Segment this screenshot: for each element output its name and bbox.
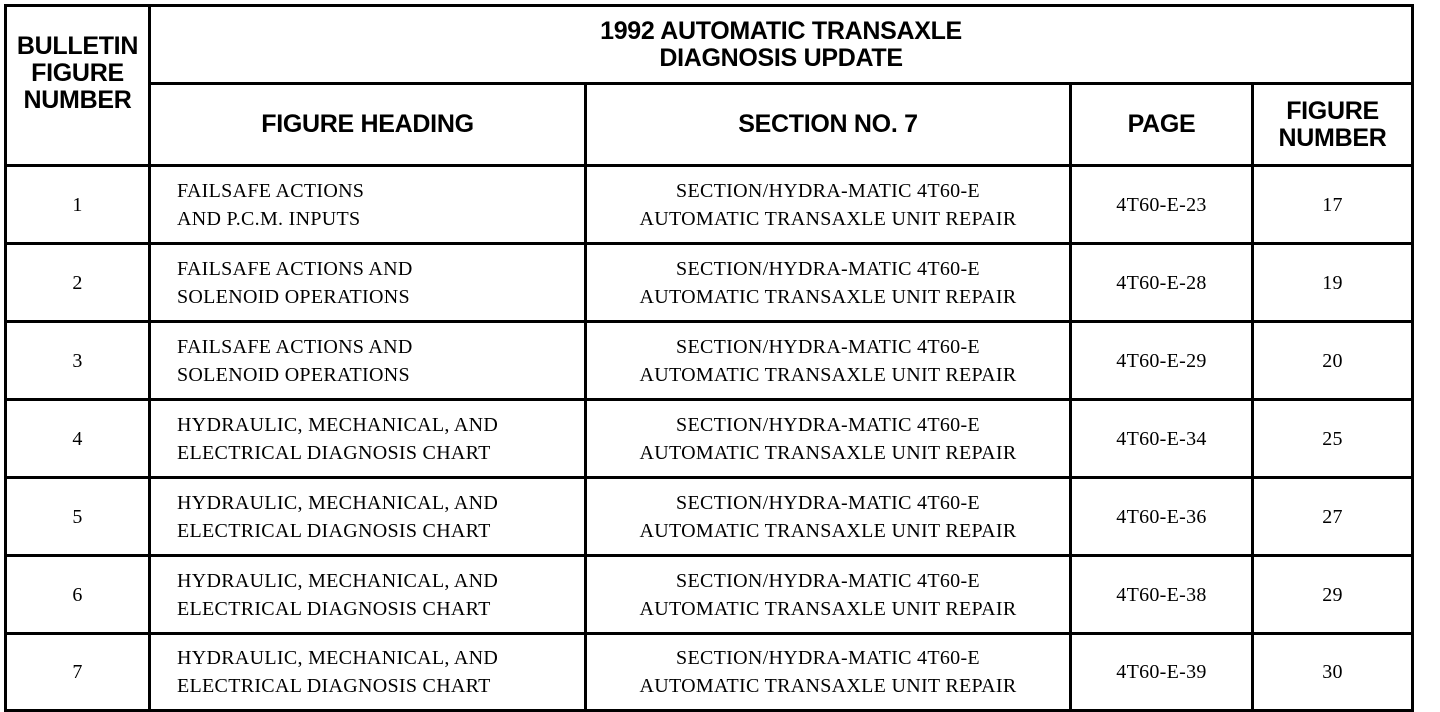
bulletin-header-line: BULLETIN	[16, 32, 139, 60]
page-cell: 4T60-E-34	[1071, 400, 1253, 478]
bulletin-table	[4, 4, 1414, 712]
figure-heading-line: ELECTRICAL DIAGNOSIS CHART	[177, 519, 491, 542]
page-cell: 4T60-E-29	[1071, 322, 1253, 400]
section-cell	[586, 322, 1071, 400]
figure-number-header	[1253, 84, 1413, 166]
page-cell: 4T60-E-36	[1071, 478, 1253, 556]
table-row	[6, 556, 1413, 634]
figure-heading-line: ELECTRICAL DIAGNOSIS CHART	[177, 675, 491, 697]
figure-heading-header: FIGURE HEADING	[150, 84, 586, 166]
section-line: SECTION/HYDRA-MATIC 4T60-E	[676, 491, 980, 514]
table-title	[150, 6, 1413, 84]
section-line: AUTOMATIC TRANSAXLE UNIT REPAIR	[639, 519, 1017, 542]
section-cell	[586, 634, 1071, 711]
table-row	[6, 166, 1413, 244]
table-title-line: DIAGNOSIS UPDATE	[659, 43, 903, 72]
figure-heading-line: ELECTRICAL DIAGNOSIS CHART	[177, 597, 491, 620]
figure-number-cell: 17	[1253, 166, 1413, 244]
section-cell	[586, 556, 1071, 634]
figure-heading-cell	[150, 244, 586, 322]
section-line: SECTION/HYDRA-MATIC 4T60-E	[676, 179, 980, 202]
figure-heading-line: HYDRAULIC, MECHANICAL, AND	[177, 491, 499, 514]
page-header: PAGE	[1071, 84, 1253, 166]
section-line: SECTION/HYDRA-MATIC 4T60-E	[676, 569, 980, 592]
figure-number-cell: 20	[1253, 322, 1413, 400]
bulletin-number-cell: 6	[6, 556, 150, 634]
page-cell: 4T60-E-23	[1071, 166, 1253, 244]
table-title-line: 1992 AUTOMATIC TRANSAXLE	[600, 16, 962, 45]
bulletin-figure-number-header	[6, 6, 150, 166]
section-line: AUTOMATIC TRANSAXLE UNIT REPAIR	[639, 285, 1017, 308]
figure-number-cell: 29	[1253, 556, 1413, 634]
figure-number-cell: 27	[1253, 478, 1413, 556]
figure-heading-line: HYDRAULIC, MECHANICAL, AND	[177, 569, 499, 592]
column-header-row	[6, 84, 1413, 166]
section-cell	[586, 478, 1071, 556]
section-header: SECTION NO. 7	[586, 84, 1071, 166]
section-cell	[586, 244, 1071, 322]
figure-heading-line: AND P.C.M. INPUTS	[177, 207, 361, 230]
section-line: AUTOMATIC TRANSAXLE UNIT REPAIR	[639, 207, 1017, 230]
figure-heading-line: FAILSAFE ACTIONS AND	[177, 335, 413, 358]
figure-heading-line: HYDRAULIC, MECHANICAL, AND	[177, 413, 499, 436]
figure-number-header-line: NUMBER	[1278, 123, 1387, 152]
figure-number-cell: 30	[1253, 634, 1413, 711]
figure-heading-cell	[150, 556, 586, 634]
section-line: SECTION/HYDRA-MATIC 4T60-E	[676, 335, 980, 358]
figure-heading-cell	[150, 166, 586, 244]
section-line: AUTOMATIC TRANSAXLE UNIT REPAIR	[639, 441, 1017, 464]
bulletin-number-cell: 4	[6, 400, 150, 478]
figure-number-cell: 19	[1253, 244, 1413, 322]
page-cell: 4T60-E-39	[1071, 634, 1253, 711]
bulletin-number-cell: 1	[6, 166, 150, 244]
figure-heading-cell	[150, 478, 586, 556]
page-cell: 4T60-E-28	[1071, 244, 1253, 322]
section-line: AUTOMATIC TRANSAXLE UNIT REPAIR	[639, 675, 1017, 697]
bulletin-number-cell: 2	[6, 244, 150, 322]
bulletin-number-cell: 5	[6, 478, 150, 556]
table-row	[6, 634, 1413, 711]
table-row	[6, 322, 1413, 400]
bulletin-number-cell: 7	[6, 634, 150, 711]
figure-heading-cell	[150, 322, 586, 400]
figure-heading-line: FAILSAFE ACTIONS	[177, 179, 365, 202]
figure-number-header-line: FIGURE	[1286, 96, 1379, 125]
section-cell	[586, 166, 1071, 244]
section-cell	[586, 400, 1071, 478]
figure-heading-cell	[150, 400, 586, 478]
section-line: SECTION/HYDRA-MATIC 4T60-E	[676, 647, 980, 669]
table-row	[6, 244, 1413, 322]
figure-heading-line: SOLENOID OPERATIONS	[177, 363, 410, 386]
table-row	[6, 478, 1413, 556]
section-line: AUTOMATIC TRANSAXLE UNIT REPAIR	[639, 363, 1017, 386]
figure-heading-cell	[150, 634, 586, 711]
page-cell: 4T60-E-38	[1071, 556, 1253, 634]
figure-heading-line: FAILSAFE ACTIONS AND	[177, 257, 413, 280]
figure-heading-line: ELECTRICAL DIAGNOSIS CHART	[177, 441, 491, 464]
section-line: AUTOMATIC TRANSAXLE UNIT REPAIR	[639, 597, 1017, 620]
section-line: SECTION/HYDRA-MATIC 4T60-E	[676, 413, 980, 436]
figure-heading-line: HYDRAULIC, MECHANICAL, AND	[177, 647, 499, 669]
title-row	[6, 6, 1413, 84]
figure-number-cell: 25	[1253, 400, 1413, 478]
bulletin-number-cell: 3	[6, 322, 150, 400]
table-row	[6, 400, 1413, 478]
bulletin-header-line: NUMBER	[23, 86, 132, 114]
bulletin-header-line: FIGURE	[31, 59, 124, 87]
figure-heading-line: SOLENOID OPERATIONS	[177, 285, 410, 308]
section-line: SECTION/HYDRA-MATIC 4T60-E	[676, 257, 980, 280]
